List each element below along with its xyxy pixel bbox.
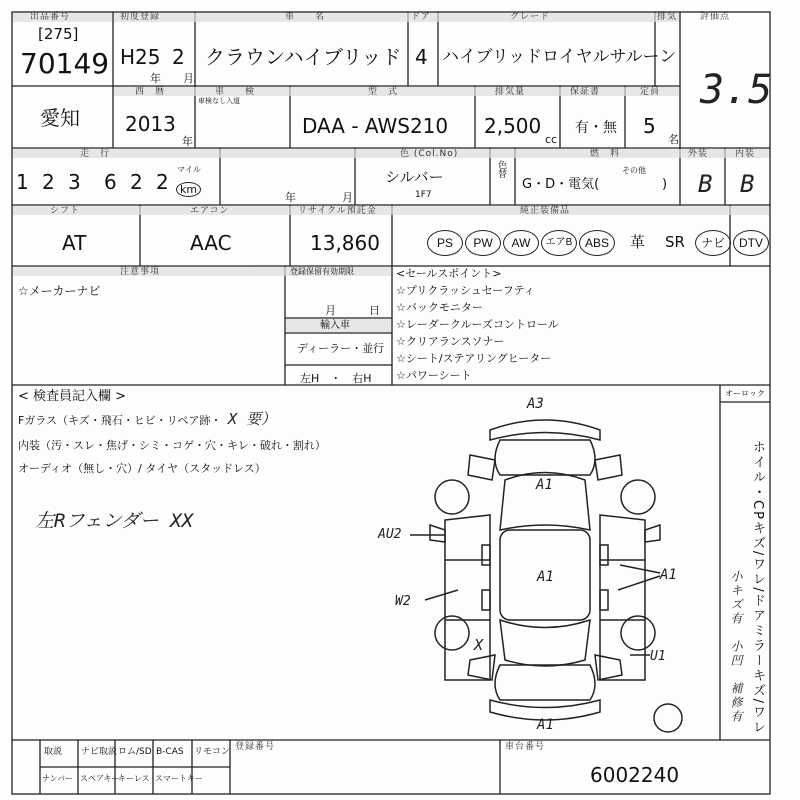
- fuel-close: ): [662, 177, 668, 192]
- equip-dtv: DTV: [733, 230, 769, 256]
- chassis-label: 車台番号: [505, 742, 546, 752]
- cc-unit: cc: [545, 133, 558, 146]
- mark-left-door: W2: [395, 594, 411, 609]
- color-change-label: 色替: [498, 161, 508, 180]
- inspection-note: 車検なし入道: [198, 97, 240, 105]
- mark-hood: A1: [536, 477, 553, 493]
- year: 2013: [125, 112, 176, 136]
- mileage-d3: 3: [68, 170, 81, 194]
- side-note-2: 小キズ有 小凹 補修有: [729, 570, 743, 724]
- shift: AT: [62, 231, 87, 255]
- mileage-d2: 2: [42, 170, 55, 194]
- footer-spare-key: スペアキー: [80, 774, 120, 783]
- fuel-other: その他: [622, 166, 646, 175]
- fuel: G・D・電気(: [522, 177, 600, 192]
- inspect-month: 月: [342, 191, 353, 204]
- mileage-label: 走 行: [80, 149, 111, 159]
- footer-bcas: B-CAS: [156, 747, 184, 757]
- inspector-title: < 検査員記入欄 >: [18, 389, 127, 404]
- fglass-line: Fガラス（キズ・飛石・ヒビ・リペア跡・: [18, 414, 222, 427]
- audio-line: オーディオ（無し・穴）/ タイヤ（スタッドレス）: [18, 462, 266, 475]
- caution-item: ☆メーカーナビ: [18, 284, 101, 298]
- car-name-label: 車 名: [285, 12, 326, 22]
- footer-navi-manual: ナビ取説: [81, 747, 118, 757]
- warranty-label: 保証書: [570, 87, 601, 97]
- grade: ハイブリッドロイヤルサルーン: [442, 47, 677, 67]
- mark-rear-bumper: A1: [537, 717, 554, 733]
- shift-small-label: 排気: [657, 12, 678, 22]
- auction-number: 70149: [20, 47, 110, 80]
- chassis-number: 6002240: [590, 763, 680, 787]
- mark-left-rear: X: [474, 636, 484, 654]
- ext-label: 外装: [688, 149, 709, 159]
- equip-label: 純正装備品: [520, 206, 571, 216]
- footer-remote: リモコン: [194, 747, 231, 757]
- handle: 左H ・ 右H: [300, 372, 372, 385]
- month-day: 月 日: [325, 304, 380, 317]
- first-reg-month: 2: [172, 45, 185, 69]
- grade-label: グレード: [510, 12, 551, 22]
- recycle-label: リサイクル預託金: [298, 206, 377, 216]
- footer-smart-key: スマートキー: [155, 774, 203, 783]
- dealer: ディーラー・並行: [297, 342, 385, 355]
- equip-aw: AW: [503, 230, 539, 256]
- color-code: 1F7: [415, 190, 432, 200]
- side-note: ホイル・CPキズ/ワレ/ドアミラーキズ/ワレ: [750, 440, 765, 736]
- year-unit: 年: [150, 72, 161, 85]
- caution-label: 注意事項: [120, 267, 161, 277]
- person-unit: 名: [668, 133, 679, 146]
- displacement: 2,500: [484, 114, 542, 138]
- mileage-d1: 1: [16, 170, 42, 194]
- sales-label: <セールスポイント>: [396, 267, 502, 280]
- import-label: 輸入車: [320, 320, 350, 331]
- sales-point-4: ☆クリアランスソナー: [396, 335, 505, 348]
- sales-point-3: ☆レーダークルーズコントロール: [396, 318, 559, 331]
- equip-ps: PS: [427, 230, 463, 256]
- auction-no-label: 出品番号: [30, 12, 71, 22]
- inspect-year: 年: [285, 191, 296, 204]
- footer-keyless: キーレス: [118, 774, 150, 783]
- year-unit-2: 年: [182, 135, 193, 148]
- int-grade: B: [740, 170, 755, 198]
- first-reg-label: 初度登録: [120, 12, 161, 22]
- mark-roof: A1: [537, 569, 554, 585]
- mark-left-front: AU2: [378, 527, 402, 542]
- equip-sr: SR: [665, 233, 685, 251]
- car-name: クラウンハイブリッド: [205, 45, 402, 69]
- door-label: ドア: [411, 12, 431, 22]
- mark-right-door: A1: [660, 567, 677, 583]
- warranty: 有・無: [575, 120, 617, 136]
- equip-pw: PW: [465, 230, 501, 256]
- month-unit: 月: [183, 72, 194, 85]
- inspection-label: 車 検: [215, 87, 256, 97]
- shift-label: シフト: [50, 206, 81, 216]
- score: 3.5: [700, 67, 773, 113]
- equip-airbag: エアB: [541, 230, 577, 256]
- equip-navi: ナビ: [695, 230, 731, 256]
- color-label: 色 (Col.No): [400, 149, 459, 159]
- fglass-mark: X 要）: [228, 410, 277, 428]
- ac-label: エアコン: [190, 206, 230, 216]
- handwritten-note: 左Rフェンダー XX: [35, 510, 194, 532]
- ac: AAC: [190, 231, 232, 255]
- sales-point-2: ☆バックモニター: [396, 301, 483, 314]
- mark-front-bumper: A3: [527, 396, 544, 412]
- auction-no-bracket: [275]: [38, 25, 79, 43]
- int-label: 内装: [735, 149, 756, 159]
- doors: 4: [415, 45, 428, 69]
- model: DAA - AWS210: [302, 114, 449, 138]
- mileage-unit: km: [176, 182, 201, 197]
- capacity-label: 定員: [640, 87, 661, 97]
- equip-leather: 革: [630, 233, 646, 251]
- recycle: 13,860: [310, 231, 380, 255]
- model-label: 型 式: [368, 87, 399, 97]
- sales-point-6: ☆パワーシート: [396, 369, 472, 382]
- ext-grade: B: [698, 170, 713, 198]
- reg-deadline-label: 登録保留有効期限: [290, 267, 354, 276]
- interior-line: 内装（汚・スレ・焦げ・シミ・コゲ・穴・キレ・破れ・割れ）: [18, 439, 326, 452]
- footer-rom-sd: ロム/SD: [118, 747, 152, 757]
- footer-number: ナンバー: [42, 774, 74, 783]
- fuel-label: 燃 料: [590, 149, 621, 159]
- footer-manual: 取説: [44, 747, 63, 757]
- color: シルバー: [385, 168, 444, 186]
- year-label: 西 暦: [135, 87, 166, 97]
- mileage-d6: 2: [156, 170, 169, 194]
- equip-abs: ABS: [579, 230, 615, 256]
- first-reg-era: H25: [120, 45, 161, 69]
- autolock-label: オーロック: [725, 389, 765, 398]
- mileage-d5: 2: [130, 170, 143, 194]
- displacement-label: 排気量: [495, 87, 526, 97]
- sales-point-1: ☆プリクラッシュセーフティ: [396, 284, 535, 297]
- score-label: 評価点: [700, 12, 731, 22]
- mark-right-rear: U1: [650, 649, 666, 664]
- capacity: 5: [643, 114, 656, 138]
- region: 愛知: [40, 106, 80, 130]
- sales-point-5: ☆シート/ステアリングヒーター: [396, 352, 552, 365]
- mileage-unit-top: マイル: [177, 165, 201, 174]
- mileage-d4: 6: [104, 170, 117, 194]
- reg-no-label: 登録番号: [235, 742, 276, 752]
